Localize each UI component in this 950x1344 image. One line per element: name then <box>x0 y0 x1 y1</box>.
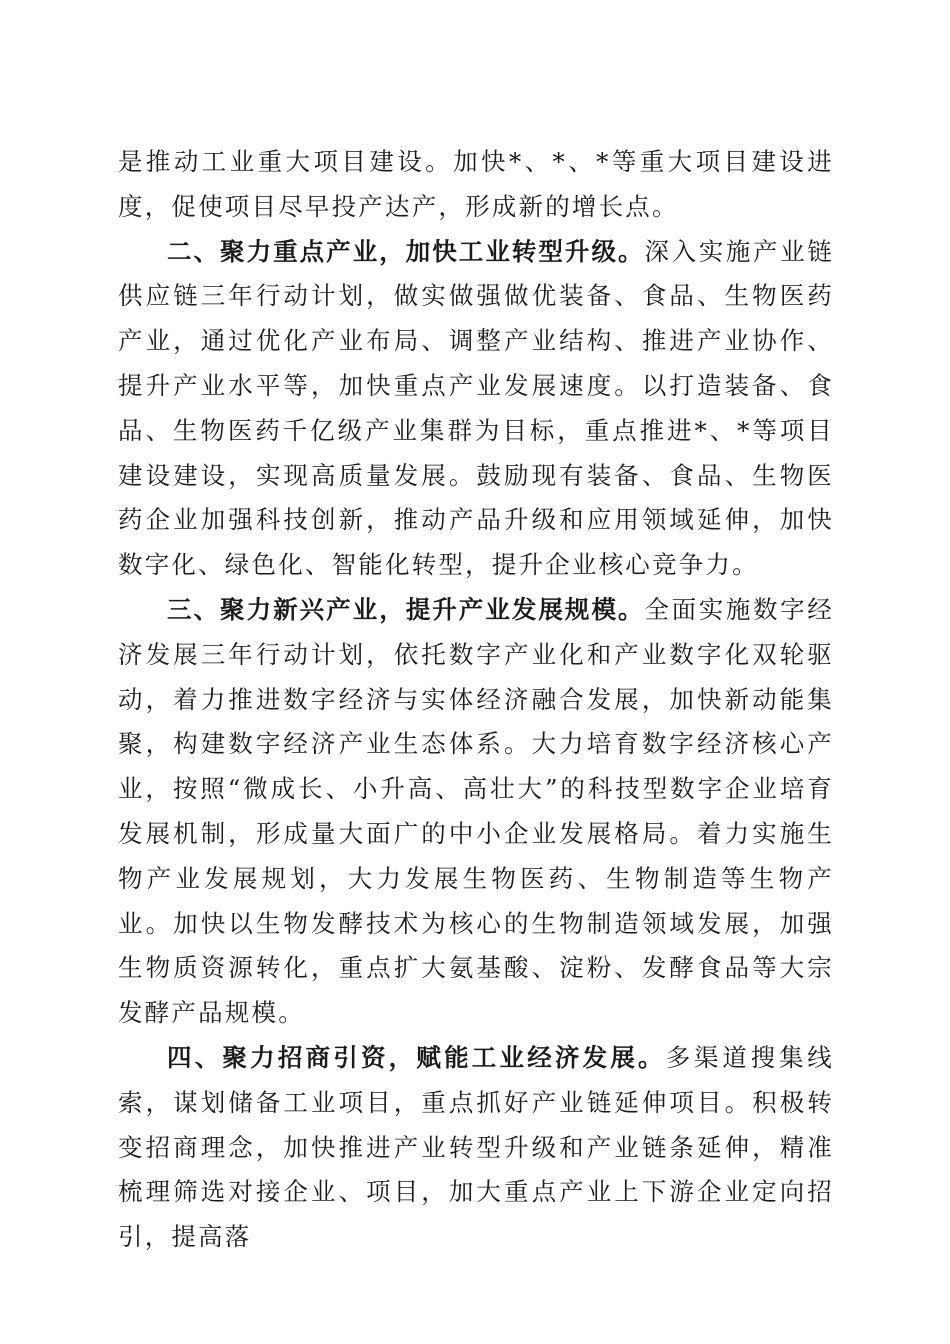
paragraph-section-3 <box>118 588 834 1036</box>
section-heading: 三、聚力新兴产业，提升产业发展规模。 <box>167 594 645 624</box>
paragraph-body: 多渠道搜集线索，谋划储备工业项目，重点抓好产业链延伸项目。积极转变招商理念，加快推进产业转型升级和产业链条延伸，精准梳理筛选对接企业、项目，加大重点产业上下游企业定向招引，提高落 <box>118 1042 834 1252</box>
section-heading: 四、聚力招商引资，赋能工业经济发展。 <box>167 1042 666 1072</box>
paragraph-section-4 <box>118 1036 834 1260</box>
paragraph-body: 深入实施产业链供应链三年行动计划，做实做强做优装备、食品、生物医药产业，通过优化产业布局、调整产业结构、推进产业协作、提升产业水平等，加快重点产业发展速度。以打造装备、食品、生物医药千亿级产业集群为目标，重点推进*、*等项目建设建设，实现高质量发展。鼓励现有装备、食品、生物医药企业加强科技创新，推动产品升级和应用领域延伸，加快数字化、绿色化、智能化转型，提升企业核心竞争力。 <box>118 236 834 580</box>
paragraph-section-2 <box>118 230 834 588</box>
paragraph-continuation <box>118 140 834 230</box>
document-body <box>118 140 834 1260</box>
paragraph-body: 全面实施数字经济发展三年行动计划，依托数字产业化和产业数字化双轮驱动，着力推进数字经济与实体经济融合发展，加快新动能集聚，构建数字经济产业生态体系。大力培育数字经济核心产业，按照“微成长、小升高、高壮大”的科技型数字企业培育发展机制，形成量大面广的中小企业发展格局。着力实施生物产业发展规划，大力发展生物医药、生物制造等生物产业。加快以生物发酵技术为核心的生物制造领域发展，加强生物质资源转化，重点扩大氨基酸、淀粉、发酵食品等大宗发酵产品规模。 <box>118 594 834 1028</box>
paragraph-body: 是推动工业重大项目建设。加快*、*、*等重大项目建设进度，促使项目尽早投产达产，形成新的增长点。 <box>118 147 834 221</box>
section-heading: 二、聚力重点产业，加快工业转型升级。 <box>167 236 645 266</box>
